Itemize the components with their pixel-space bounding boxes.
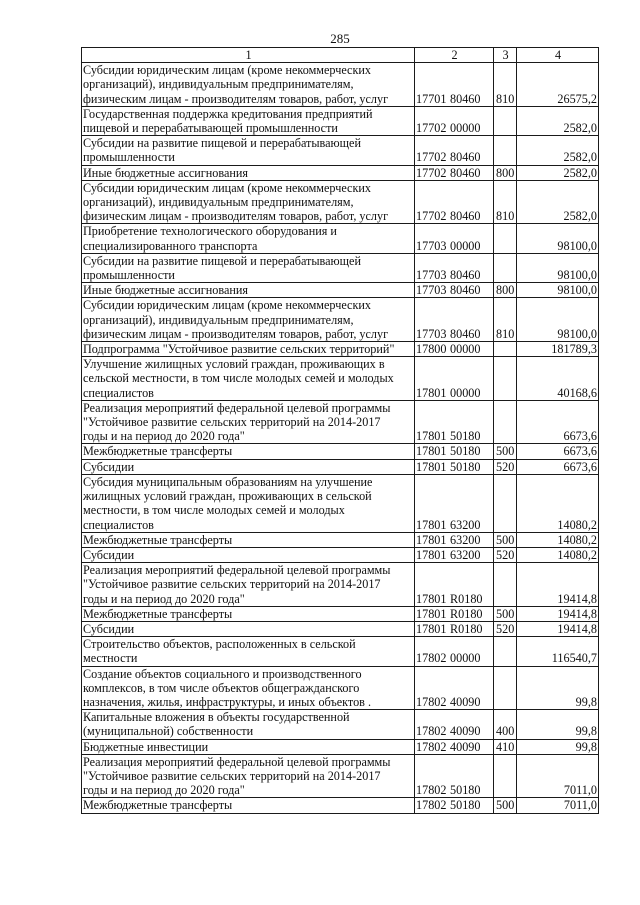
description-cell — [82, 357, 415, 401]
table-row — [82, 637, 599, 666]
code-program: 17800 — [416, 342, 447, 357]
code-cell — [415, 637, 494, 666]
code-direction: 80460 — [450, 326, 481, 341]
code-cell — [415, 165, 494, 180]
amount-cell: 26575,2 — [517, 63, 599, 107]
expense-type-cell: 520 — [494, 621, 517, 636]
table-row — [82, 710, 599, 739]
description-cell — [82, 136, 415, 165]
code-direction: 50180 — [450, 459, 481, 474]
expense-type-cell — [494, 474, 517, 532]
header-cell-description: 1 — [82, 48, 415, 63]
code-cell — [415, 298, 494, 342]
description-cell — [82, 621, 415, 636]
expense-type-cell — [494, 637, 517, 666]
expense-type-cell: 800 — [494, 283, 517, 298]
code-cell — [415, 283, 494, 298]
description-cell — [82, 106, 415, 135]
code-cell — [415, 253, 494, 282]
code-direction: 50180 — [450, 798, 481, 813]
table-row — [82, 106, 599, 135]
description-cell — [82, 459, 415, 474]
description-cell — [82, 798, 415, 813]
header-cell-code: 2 — [415, 48, 494, 63]
description-line: пищевой и перерабатывающей промышленности — [83, 121, 338, 136]
code-cell — [415, 666, 494, 710]
expense-type-cell: 810 — [494, 63, 517, 107]
amount-cell: 98100,0 — [517, 298, 599, 342]
description-line: организаций), индивидуальным предпринимателям, — [83, 195, 354, 210]
description-cell — [82, 63, 415, 107]
expense-type-cell: 520 — [494, 547, 517, 562]
table-row — [82, 283, 599, 298]
code-program: 17802 — [416, 798, 447, 813]
table-row — [82, 739, 599, 754]
code-direction: R0180 — [450, 591, 483, 606]
code-program: 17802 — [416, 694, 447, 709]
table-body — [82, 48, 599, 814]
code-program: 17802 — [416, 783, 447, 798]
expense-type-cell: 520 — [494, 459, 517, 474]
description-cell — [82, 165, 415, 180]
code-direction: 40090 — [450, 724, 481, 739]
description-cell — [82, 754, 415, 798]
code-program: 17703 — [416, 238, 447, 253]
table-row — [82, 444, 599, 459]
table-row — [82, 563, 599, 607]
code-direction: R0180 — [450, 606, 483, 621]
description-line: Субсидии юридическим лицам (кроме некоммерческих — [83, 63, 371, 78]
code-cell — [415, 357, 494, 401]
code-direction: 40090 — [450, 694, 481, 709]
code-program: 17702 — [416, 121, 447, 136]
table-row — [82, 357, 599, 401]
table-row — [82, 342, 599, 357]
expense-type-cell — [494, 106, 517, 135]
description-cell — [82, 253, 415, 282]
table-row — [82, 474, 599, 532]
code-cell — [415, 798, 494, 813]
code-cell — [415, 606, 494, 621]
description-line: местности, в том числе молодых семей и молодых — [83, 503, 345, 518]
code-cell — [415, 106, 494, 135]
table-row — [82, 63, 599, 107]
description-line: Капитальные вложения в объекты государственной — [83, 710, 350, 725]
description-line: промышленности — [83, 150, 175, 165]
code-direction: 80460 — [450, 283, 481, 298]
table-row — [82, 606, 599, 621]
description-cell — [82, 637, 415, 666]
amount-cell: 19414,8 — [517, 563, 599, 607]
description-cell — [82, 224, 415, 253]
code-program: 17703 — [416, 326, 447, 341]
description-line: Создание объектов социального и производственного — [83, 666, 362, 681]
code-direction: 50180 — [450, 429, 481, 444]
description-cell — [82, 474, 415, 532]
table-row — [82, 253, 599, 282]
table-row — [82, 754, 599, 798]
description-line: Субсидии юридическим лицам (кроме некоммерческих — [83, 180, 371, 195]
amount-cell: 40168,6 — [517, 357, 599, 401]
description-line: Реализация мероприятий федеральной целевой программы — [83, 754, 391, 769]
expense-type-cell — [494, 666, 517, 710]
code-direction: 00000 — [450, 121, 481, 136]
expense-type-cell: 810 — [494, 298, 517, 342]
code-program: 17703 — [416, 268, 447, 283]
description-cell — [82, 739, 415, 754]
code-program: 17801 — [416, 591, 447, 606]
code-cell — [415, 474, 494, 532]
description-line: назначения, жилья, инфраструктуры, и иных объектов . — [83, 694, 372, 709]
table-row — [82, 136, 599, 165]
description-line: Реализация мероприятий федеральной целевой программы — [83, 400, 391, 415]
description-line: Строительство объектов, расположенных в сельской — [83, 637, 356, 652]
amount-cell: 99,8 — [517, 710, 599, 739]
code-direction: 00000 — [450, 651, 481, 666]
code-cell — [415, 400, 494, 444]
description-line: физическим лицам - производителям товаров, работ, услуг — [83, 209, 389, 224]
code-direction: 63200 — [450, 532, 481, 547]
description-line: Иные бюджетные ассигнования — [83, 283, 249, 298]
expense-type-cell — [494, 253, 517, 282]
code-cell — [415, 63, 494, 107]
description-line: физическим лицам - производителям товаров, работ, услуг — [83, 91, 389, 106]
description-line: "Устойчивое развитие сельских территорий на 2014-2017 — [83, 577, 381, 592]
description-line: Межбюджетные трансферты — [83, 532, 233, 547]
code-cell — [415, 621, 494, 636]
description-line: Субсидии — [83, 547, 135, 562]
code-program: 17702 — [416, 165, 447, 180]
table-row — [82, 298, 599, 342]
table-row — [82, 165, 599, 180]
description-cell — [82, 444, 415, 459]
page-number: 285 — [330, 31, 350, 46]
description-cell — [82, 342, 415, 357]
code-cell — [415, 710, 494, 739]
code-direction: R0180 — [450, 621, 483, 636]
description-line: Улучшение жилищных условий граждан, проживающих в — [83, 357, 385, 372]
description-cell — [82, 710, 415, 739]
description-line: местности — [83, 651, 138, 666]
code-direction: 00000 — [450, 385, 481, 400]
table-row — [82, 224, 599, 253]
code-program: 17801 — [416, 621, 447, 636]
amount-cell: 2582,0 — [517, 165, 599, 180]
amount-cell: 6673,6 — [517, 459, 599, 474]
amount-cell: 14080,2 — [517, 474, 599, 532]
description-line: специализированного транспорта — [83, 238, 258, 253]
table-row — [82, 459, 599, 474]
amount-cell: 6673,6 — [517, 400, 599, 444]
description-line: организаций), индивидуальным предпринимателям, — [83, 312, 354, 327]
expense-type-cell — [494, 342, 517, 357]
budget-table — [81, 47, 599, 814]
code-program: 17802 — [416, 724, 447, 739]
code-cell — [415, 563, 494, 607]
description-line: Межбюджетные трансферты — [83, 444, 233, 459]
expense-type-cell — [494, 400, 517, 444]
description-line: специалистов — [83, 517, 154, 532]
description-cell — [82, 532, 415, 547]
expense-type-cell — [494, 136, 517, 165]
code-cell — [415, 342, 494, 357]
amount-cell: 181789,3 — [517, 342, 599, 357]
code-cell — [415, 547, 494, 562]
description-line: Реализация мероприятий федеральной целевой программы — [83, 563, 391, 578]
amount-cell: 7011,0 — [517, 754, 599, 798]
amount-cell: 2582,0 — [517, 136, 599, 165]
description-cell — [82, 563, 415, 607]
header-cell-amount: 4 — [517, 48, 599, 63]
amount-cell: 6673,6 — [517, 444, 599, 459]
code-cell — [415, 754, 494, 798]
description-line: Бюджетные инвестиции — [83, 739, 209, 754]
table-header-row — [82, 48, 599, 63]
amount-cell: 14080,2 — [517, 547, 599, 562]
description-line: Иные бюджетные ассигнования — [83, 165, 249, 180]
amount-cell: 99,8 — [517, 666, 599, 710]
code-program: 17701 — [416, 91, 447, 106]
description-line: Субсидия муниципальным образованиям на улучшение — [83, 474, 373, 489]
code-program: 17801 — [416, 444, 447, 459]
code-program: 17703 — [416, 283, 447, 298]
code-cell — [415, 459, 494, 474]
amount-cell: 2582,0 — [517, 180, 599, 224]
table-row — [82, 798, 599, 813]
table-row — [82, 547, 599, 562]
description-cell — [82, 180, 415, 224]
code-cell — [415, 444, 494, 459]
table-row — [82, 621, 599, 636]
code-direction: 40090 — [450, 739, 481, 754]
description-line: специалистов — [83, 385, 154, 400]
description-cell — [82, 400, 415, 444]
code-cell — [415, 739, 494, 754]
description-line: годы и на период до 2020 года" — [83, 429, 245, 444]
description-cell — [82, 666, 415, 710]
amount-cell: 98100,0 — [517, 283, 599, 298]
code-direction: 50180 — [450, 444, 481, 459]
description-line: физическим лицам - производителям товаров, работ, услуг — [83, 326, 389, 341]
code-direction: 00000 — [450, 342, 481, 357]
code-direction: 80460 — [450, 150, 481, 165]
table-row — [82, 180, 599, 224]
table-row — [82, 400, 599, 444]
description-line: "Устойчивое развитие сельских территорий на 2014-2017 — [83, 768, 381, 783]
code-direction: 80460 — [450, 165, 481, 180]
description-line: Приобретение технологического оборудования и — [83, 224, 337, 239]
code-direction: 80460 — [450, 268, 481, 283]
code-program: 17801 — [416, 459, 447, 474]
description-line: Субсидии на развитие пищевой и перерабатывающей — [83, 253, 361, 268]
expense-type-cell: 800 — [494, 165, 517, 180]
amount-cell: 2582,0 — [517, 106, 599, 135]
code-program: 17702 — [416, 150, 447, 165]
description-line: организаций), индивидуальным предпринимателям, — [83, 77, 354, 92]
expense-type-cell: 500 — [494, 532, 517, 547]
code-program: 17801 — [416, 429, 447, 444]
code-cell — [415, 532, 494, 547]
amount-cell: 98100,0 — [517, 253, 599, 282]
description-line: жилищных условий граждан, проживающих в сельской — [83, 489, 372, 504]
amount-cell: 19414,8 — [517, 606, 599, 621]
expense-type-cell: 410 — [494, 739, 517, 754]
code-cell — [415, 224, 494, 253]
code-program: 17801 — [416, 532, 447, 547]
description-line: "Устойчивое развитие сельских территорий на 2014-2017 — [83, 415, 381, 430]
code-direction: 80460 — [450, 91, 481, 106]
description-cell — [82, 547, 415, 562]
description-line: Субсидии — [83, 621, 135, 636]
description-line: (муниципальной) собственности — [83, 724, 254, 739]
description-line: Государственная поддержка кредитования предприятий — [83, 106, 373, 121]
expense-type-cell — [494, 563, 517, 607]
code-program: 17802 — [416, 651, 447, 666]
amount-cell: 14080,2 — [517, 532, 599, 547]
description-line: Субсидии на развитие пищевой и перерабатывающей — [83, 136, 361, 151]
amount-cell: 19414,8 — [517, 621, 599, 636]
expense-type-cell — [494, 224, 517, 253]
code-direction: 63200 — [450, 517, 481, 532]
expense-type-cell — [494, 357, 517, 401]
code-direction: 00000 — [450, 238, 481, 253]
code-direction: 50180 — [450, 783, 481, 798]
description-line: комплексов, в том числе объектов общегражданского — [83, 680, 360, 695]
expense-type-cell: 500 — [494, 444, 517, 459]
description-line: сельской местности, в том числе молодых семей и молодых — [83, 371, 394, 386]
code-program: 17801 — [416, 606, 447, 621]
expense-type-cell: 400 — [494, 710, 517, 739]
expense-type-cell: 810 — [494, 180, 517, 224]
amount-cell: 116540,7 — [517, 637, 599, 666]
code-program: 17702 — [416, 209, 447, 224]
expense-type-cell — [494, 754, 517, 798]
amount-cell: 7011,0 — [517, 798, 599, 813]
code-cell — [415, 180, 494, 224]
code-program: 17801 — [416, 517, 447, 532]
code-program: 17801 — [416, 385, 447, 400]
amount-cell: 99,8 — [517, 739, 599, 754]
code-cell — [415, 136, 494, 165]
description-line: промышленности — [83, 268, 175, 283]
description-line: Субсидии юридическим лицам (кроме некоммерческих — [83, 298, 371, 313]
code-direction: 80460 — [450, 209, 481, 224]
description-line: Межбюджетные трансферты — [83, 798, 233, 813]
description-line: годы и на период до 2020 года" — [83, 783, 245, 798]
code-direction: 63200 — [450, 547, 481, 562]
code-program: 17801 — [416, 547, 447, 562]
description-cell — [82, 283, 415, 298]
code-program: 17802 — [416, 739, 447, 754]
description-line: годы и на период до 2020 года" — [83, 591, 245, 606]
expense-type-cell: 500 — [494, 798, 517, 813]
description-cell — [82, 606, 415, 621]
description-line: Межбюджетные трансферты — [83, 606, 233, 621]
description-line: Подпрограмма "Устойчивое развитие сельских территорий" — [83, 342, 395, 357]
description-cell — [82, 298, 415, 342]
expense-type-cell: 500 — [494, 606, 517, 621]
amount-cell: 98100,0 — [517, 224, 599, 253]
description-line: Субсидии — [83, 459, 135, 474]
table-row — [82, 532, 599, 547]
table-row — [82, 666, 599, 710]
header-cell-type: 3 — [494, 48, 517, 63]
